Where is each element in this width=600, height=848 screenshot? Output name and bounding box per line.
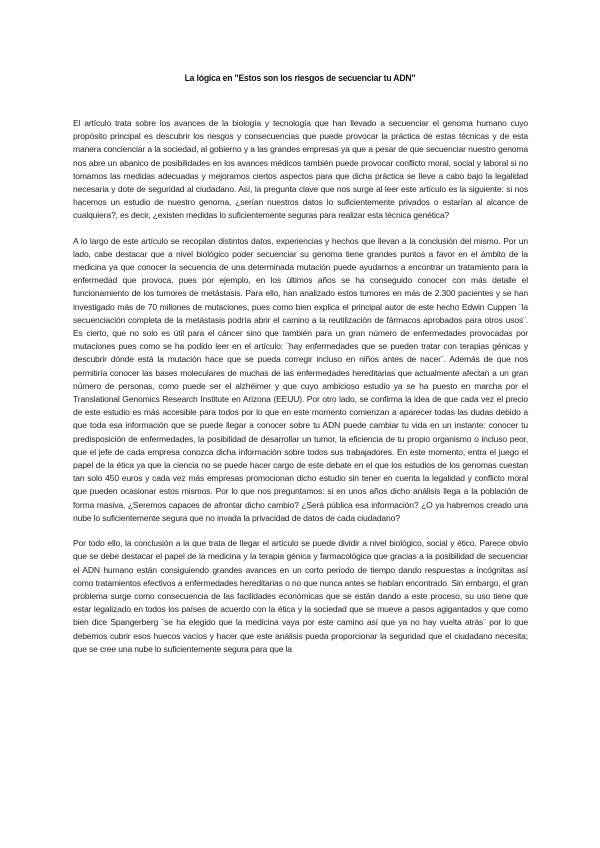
paragraph-intro: El artículo trata sobre los avances de la biología y tecnología que han llevado a secuenciar el genoma humano cuyo propósito principal es descubrir los riesgos y consecuencias que puede provocar la práctica de estas técnicas y de esta manera concienciar a la sociedad, al gobierno y a las grandes empresas ya que a pesar de que secuenciar nuestro genoma nos abre un abanico de posibilidades en los avances médicos también puede provocar conflicto moral, social y laboral si no tomamos las medidas adecuadas y mejoramos ciertos aspectos para que dicha práctica se lleve a cabo bajo la legalidad necesaria y dote de seguridad al ciudadano. Así, la pregunta clave que nos surge al leer este artículo es la siguiente: si nos hacemos un estudio de nuestro genoma, ¿serían nuestros datos lo suficientemente privados o estarían al alcance de cualquiera?, es decir, ¿existen medidas lo suficientemente seguras para realizar esta técnica genética? (73, 118, 528, 221)
paragraph-conclusion: Por todo ello, la conclusión a la que trata de llegar el artículo se puede dividir a nivel biológico, social y ético. Parece obvio que se debe destacar el papel de la medicina y la terapia génica y farmacológica que gracias a la posibilidad de secuenciar el ADN humano están consiguiendo grandes avances en un corto periodo de tiempo dando respuestas a incógnitas así como tratamientos efectivos a enfermedades hereditarias o no que nunca antes se habían encontrado. Sin embargo, el gran problema surge como consecuencia de las facilidades económicas que se están dando a este proceso, su uso tiene que estar legalizado en todos los países de acuerdo con la ética y la sociedad que se mueve a pasos agigantados y que como bien dice Spangerberg ¨se ha elegido que la medicina vaya por este camino así que ya no hay vuelta atrás¨ por lo que debemos cubrir esos huecos vacíos y hacer que este análisis pueda proporcionar la seguridad que el ciudadano necesita; que se cree una nube lo suficientemente segura para que la (73, 538, 528, 654)
document-body (73, 117, 528, 668)
document-title: La lógica en "Estos son los riesgos de secuenciar tu ADN" (184, 73, 416, 84)
paragraph-development: A lo largo de este artículo se recopilan distintos datos, experiencias y hechos que llevan a la conclusión del mismo. Por un lado, cabe destacar que a nivel biológico poder secuenciar su genoma tiene grandes puntos a favor en el ámbito de la medicina ya que conocer la secuencia de una determinada mutación puede ayudarnos a encontrar un tratamiento para la enfermedad que provoca, pues por ejemplo, en los últimos años se ha conseguido conocer con más detalle el funcionamiento de los tumores de metástasis. Para ello, han analizado estos tumores en más de 2.300 pacientes y se han investigado más de 70 millones de mutaciones, pues como bien explica el principal autor de este hecho Edwin Cuppen ¨la secuenciación completa de la metástasis podría abrir el camino a la reutilización de fármacos aprobados para otros usos¨. Es cierto, que no solo es útil para el cáncer sino que también para un gran número de enfermedades provocadas por mutaciones pues como se ha podido leer en el artículo: ¨hay enfermedades que se pueden tratar con terapias génicas y descubrir dónde está la mutación hace que se pueda corregir incluso en niños antes de nacer¨. Además de que nos permitiría conocer las bases moleculares de muchas de las enfermedades hereditarias que actualmente afectan a un gran número de personas, como puede ser el alzhéimer y que cuyo ambicioso estudio ya se ha puesto en marcha por el Translational Genomics Research Institute en Arizona (EEUU). Por otro lado, se confirma la idea de que cada vez el precio de este estudio es más accesible para todos por lo que en este momento comienzan a aparecer todas las dudas debido a que toda esa información que se puede llegar a conocer sobre tu ADN puede cambiar tu vida en un instante: conocer tu predisposición de enfermedades, la posibilidad de desarrollar un tumor, la eficiencia de tu propio organismo o incluso peor, que el jefe de cada empresa conozca dicha información sobre todos sus trabajadores. En este momento, entra el juego el papel de la ética ya que la ciencia no se puede hacer cargo de este debate en el que los estudios de los genomas cuestan tan solo 450 euros y cada vez más empresas promocionan dicho estudio sin tener en cuenta la legalidad y conflicto moral que pueden ocasionar estos mismos. Por lo que nos preguntamos: si en unos años dicho análisis llega a la población de forma masiva, ¿Seremos capaces de afrontar dicho cambio? ¿Será pública esa información? ¿O ya habremos creado una nube lo suficientemente segura que no invada la privacidad de datos de cada ciudadano? (73, 235, 528, 523)
